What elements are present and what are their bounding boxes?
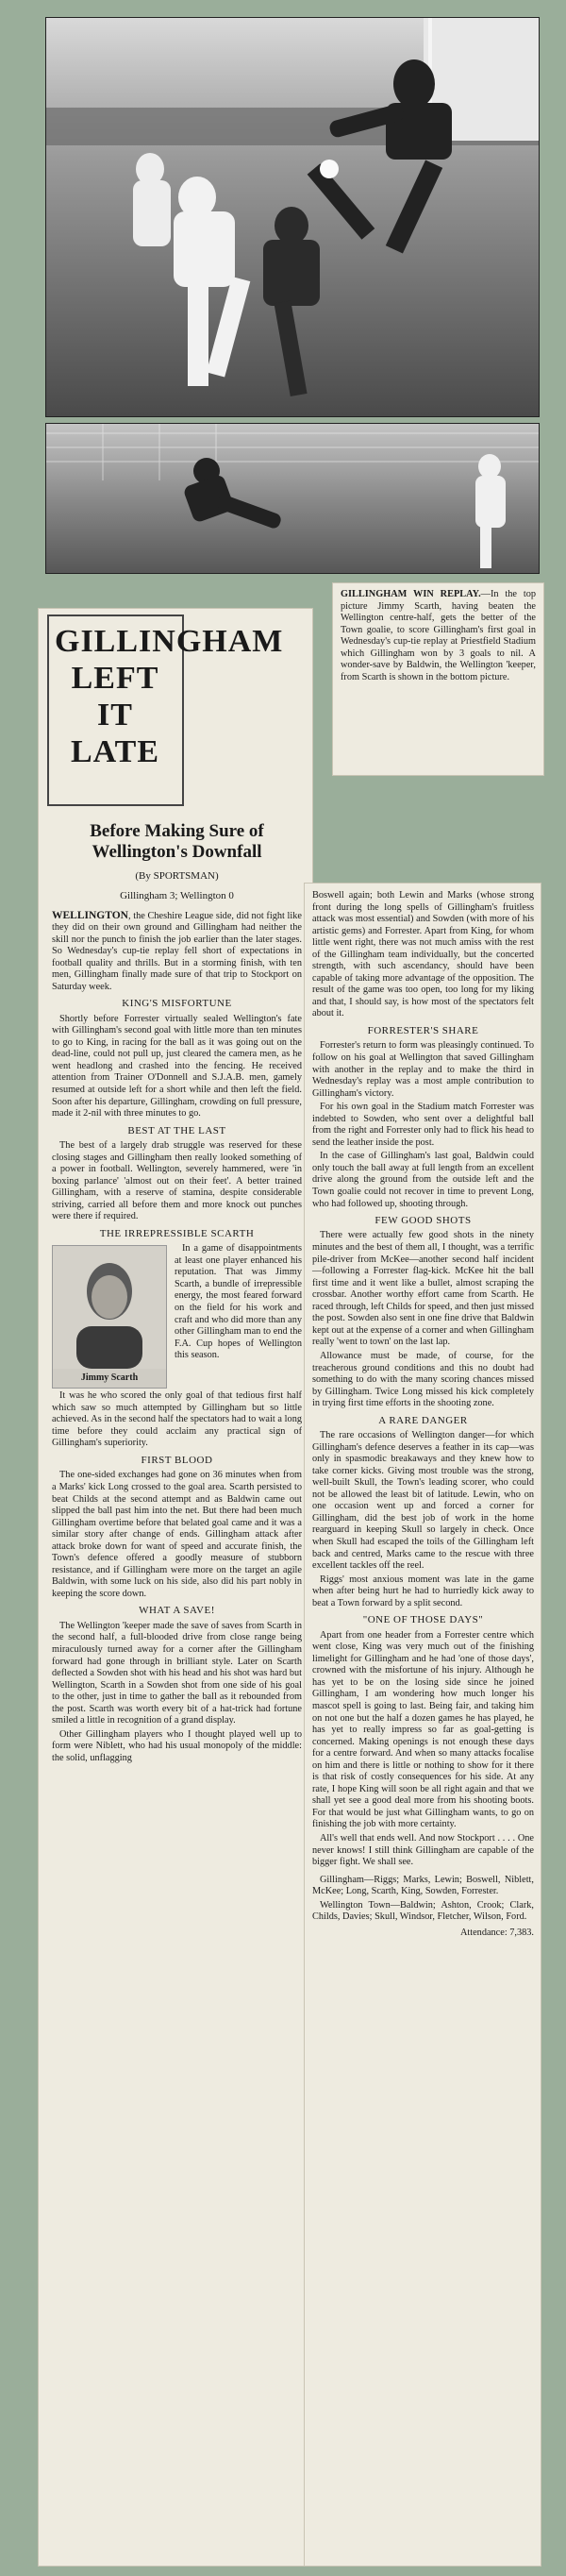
caption-text: —In the top picture Jimmy Scarth, having beaten the Wellington centre-half, gets the better of the Town goalie, to score Gillingham's first goal in Wednesday's cup-tie replay at Priestfield Stadium which Gillingham won by 3 goals to nil. A wonder-save by Baldwin, the Wellington 'keeper, from Scarth is shown in the bottom picture. <box>341 589 537 682</box>
attendance: Attendance: 7,383. <box>459 1927 534 1938</box>
para-what-a-save-1: The Wellington 'keeper made the save of saves from Scarth in the second half, a full-blooded drive from close range being miraculously turned away for a corner after the Gillingham forward had gone through in brilliant style. Later on Scarth deflected a Sowden shot with his head and his shot was hard but Wellington, Scarth in a Sowden shot from one side of his goal to the other, just in time to gather the ball as it rebounded from the post. Scarth was worth every bit of a hat-trick had fortune smiled a little in recognition of a grand display. <box>52 1620 302 1726</box>
score-line: Gillingham 3; Wellington 0 <box>120 890 234 902</box>
portrait-image <box>53 1246 166 1369</box>
para-few-shots-2: Allowance must be made, of course, for the treacherous ground conditions and this no doubt had something to do with the many scoring chances missed by Gillingham. Twice Long missed his kick completely in trying first time efforts in the shooting zone. <box>312 1350 534 1409</box>
headline <box>55 623 284 770</box>
byline: (By SPORTSMAN) <box>135 869 219 882</box>
para-first-blood: The one-sided exchanges had gone on 36 minutes when from a Marks' kick Long crossed to the goal area. Scarth persisted to beat Childs at the second attempt and as Baldwin came out slipped the ball past him into the net. But there had been much Gillingham overtime before that belated goal came and it was a similar story after change of ends. Gillingham attack after attack broke down for want of speed and accurate finish, the Town's defence offered a goodly measure of stubborn resistance, and if Gillingham were more on the target an agile Baldwin, with some luck on his side, also did his part nobly in keeping the score down. <box>52 1470 302 1599</box>
para-col2-cont: Boswell again; both Lewin and Marks (whose strong front during the long spells of Gillingham's fruitless attack was most essential) and Sowden (with more of his artistic gems) and Forrester. Apart from King, for whom little went right, there was not much amiss with the rest of the Gillingham team individually, but the concerted strength, with such ascendancy, should have been capable of taking more advantage of the opposition. The result of the game was too open, too long for my liking and that, I should say, is how most of the spectators felt about it. <box>312 890 534 1019</box>
caption-heading: GILLINGHAM WIN REPLAY. <box>341 589 481 599</box>
team-gillingham: Gillingham—Riggs; Marks, Lewin; Boswell, Niblett, McKee; Long, Scarth, King, Sowden, Forrester. <box>312 1874 534 1897</box>
para-few-shots-1: There were actually few good shots in the ninety minutes and the best of them all, I thought, was a terrific pile-driver from McKee—another second half incident—following a Forrester flag-kick. McKee hit the ball first time and it went like a bullet, almost scraping the crossbar. Another worthy effort came from Scarth. He raced through, left Childs for speed, and then just missed the post. Sowden also sent in one fine drive that Baldwin kept out at the expense of a corner and when Gillingham really 'went to town' on the last lap. <box>312 1230 534 1348</box>
heading-irrepressible-scarth: THE IRREPRESSIBLE SCARTH <box>99 1227 255 1239</box>
heading-best-at-last: BEST AT THE LAST <box>127 1124 226 1136</box>
goalkeeper-save-image <box>46 424 539 573</box>
subheadline: Before Making Sure of Wellington's Downfall <box>90 821 264 862</box>
para-rare-danger-2: Riggs' most anxious moment was late in the game when after being hurt he had to hurriedly kick away to beat a Town forward by a split second. <box>312 1574 534 1608</box>
para-rare-danger-1: The rare occasions of Wellington danger—for which Gillingham's defence deserves a feather in its cap—was only in spasmodic breakaways and they knew how to take corner kicks. Giving most trouble was the strong, well-built Skull, the Town's leading scorer, who could not be allowed the least bit of latitude. Lewin, who on one occasion went up and forced a corner for Gillingham, did the best job of work in the home rearguard in keeping Skull so largely in check. Once when Skull had escaped the toils of the Gillingham left back and centred, Marks came to the rescue with three excellent tackles off the reel. <box>312 1430 534 1572</box>
right-column <box>312 890 534 1941</box>
heading-what-a-save: WHAT A SAVE! <box>139 1605 215 1617</box>
para-best-at-last: The best of a largely drab struggle was reserved for these closing stages and Gillingham then really looked something of a power in football. Wellington, severely hammered, were 'in boxing parlance' 'almost out on their feet'. A better trained Gillingham, with a reserve of stamina, despite considerable striving, carried all before them and more knock out punches were there if required. <box>52 1140 302 1222</box>
intro-dropcap: WELLINGTON <box>52 909 128 921</box>
para-one-of-those-days-1: Apart from one header from a Forrester centre which went close, King was very much out of the finishing limelight for Gillingham and he had 'one of those days', crowned with the misfortune of his injury. Although he has yet to be on the losing side since he joined Gillingham, I am wondering how much longer his mascot spell is going to last. Being fair, and taking him on not one but the half a dozen games he has played, he has yet to really impress so far as goal-getting is concerned. Making openings is not enough these days for a centre forward. And when so many attacks focalise on him and there is little or nothing to show for it there is that risk of costly consequences for his side. At any rate, I hope King will soon be all right again and that we shall yet see a good deal more from his shooting boots. For that would be just what Gillingham wants, to go on finishing the job with more certainty. <box>312 1629 534 1830</box>
heading-first-blood: FIRST BLOOD <box>141 1455 213 1467</box>
heading-rare-danger: A RARE DANGER <box>378 1414 468 1426</box>
top-photo <box>45 17 540 417</box>
para-scarth-1: In a game of disappointments at least one player enhanced his reputation. That was Jimmy Scarth, a bundle of irrepressible energy, the most feared forward on the field for his work and craft and who did more than any other Gillingham man to end the F.A. Cup hopes of Wellington this season. <box>175 1243 302 1361</box>
bottom-photo <box>45 423 540 574</box>
para-forrester-3: In the case of Gillingham's last goal, Baldwin could only touch the ball away at full length from an excellent drive along the ground from the outside left and the Town goalie could not recover in time to prevent Long, who had followed up, shooting through. <box>312 1151 534 1209</box>
headline-line-1: GILLINGHAM <box>55 624 284 659</box>
portrait-caption: Jimmy Scarth <box>80 1372 139 1384</box>
intro-text: , the Cheshire League side, did not fight like they did on their own ground and Gillingham had neither the skill nor the punch to finish the job earlier than the later stages. So Wednesday's cup-tie replay fell short of expectations in football quality and thrills. But in a storming finish, with ten men, Gillingham finally made sure of that trip to Stockport on Saturday week. <box>52 910 302 992</box>
para-forrester-2: For his own goal in the Stadium match Forrester was indebted to Sowden, who sent over a delightful ball from the right and Forrester only had to flick his head to send the leather inside the post. <box>312 1102 534 1148</box>
left-column <box>52 821 302 1766</box>
para-forrester-1: Forrester's return to form was pleasingly continued. To follow on his goal at Wellington that saved Gillingham with another in the replay and to make the third in Wednesday's replay was a most ample contribution to Gillingham's victory. <box>312 1040 534 1099</box>
heading-few-good-shots: FEW GOOD SHOTS <box>375 1215 472 1227</box>
heading-kings-misfortune: KING'S MISFORTUNE <box>122 998 232 1010</box>
para-kings-misfortune: Shortly before Forrester virtually sealed Wellington's fate with Gillingham's second goal with little more than ten minutes to go to King, in racing for the ball as it was going out on the dead-line, could not pull up, just cleared the camera men, as he went headlong and crashed into the fencing. He received attention from Trainer O'Donnell and S.J.A.B. men, gamely resumed at outside left for a short while and then left the field. Soon after his departure, Gillingham, crowding on full pressure, made it 2-nil with three minutes to go. <box>52 1013 302 1120</box>
headline-line-2: LEFT IT LATE <box>70 661 160 770</box>
photo-caption <box>332 582 544 776</box>
football-action-image <box>46 18 539 416</box>
scarth-portrait <box>52 1245 167 1389</box>
team-wellington: Wellington Town—Baldwin; Ashton, Crook; Clark, Childs, Davies; Skull, Windsor, Fletcher, Wilson, Ford. <box>312 1899 534 1923</box>
para-scarth-2: It was he who scored the only goal of that tedious first half which saw so much attempted by Gillingham but so little achieved. As in the second half the spectators had to wait a long time before they could acclaim any practical sign of Gillingham's superiority. <box>52 1390 302 1449</box>
intro-paragraph <box>52 909 302 994</box>
para-what-a-save-2: Other Gillingham players who I thought played well up to form were Niblett, who had his usual monopoly of the middle: the solid, unflagging <box>52 1728 302 1763</box>
heading-forresters-share: FORRESTER'S SHARE <box>367 1025 479 1037</box>
heading-one-of-those-days: "ONE OF THOSE DAYS" <box>362 1614 484 1626</box>
para-one-of-those-days-2: All's well that ends well. And now Stockport . . . . One never knows! I still think Gillingham are capable of the bigger fight. We shall see. <box>312 1833 534 1868</box>
